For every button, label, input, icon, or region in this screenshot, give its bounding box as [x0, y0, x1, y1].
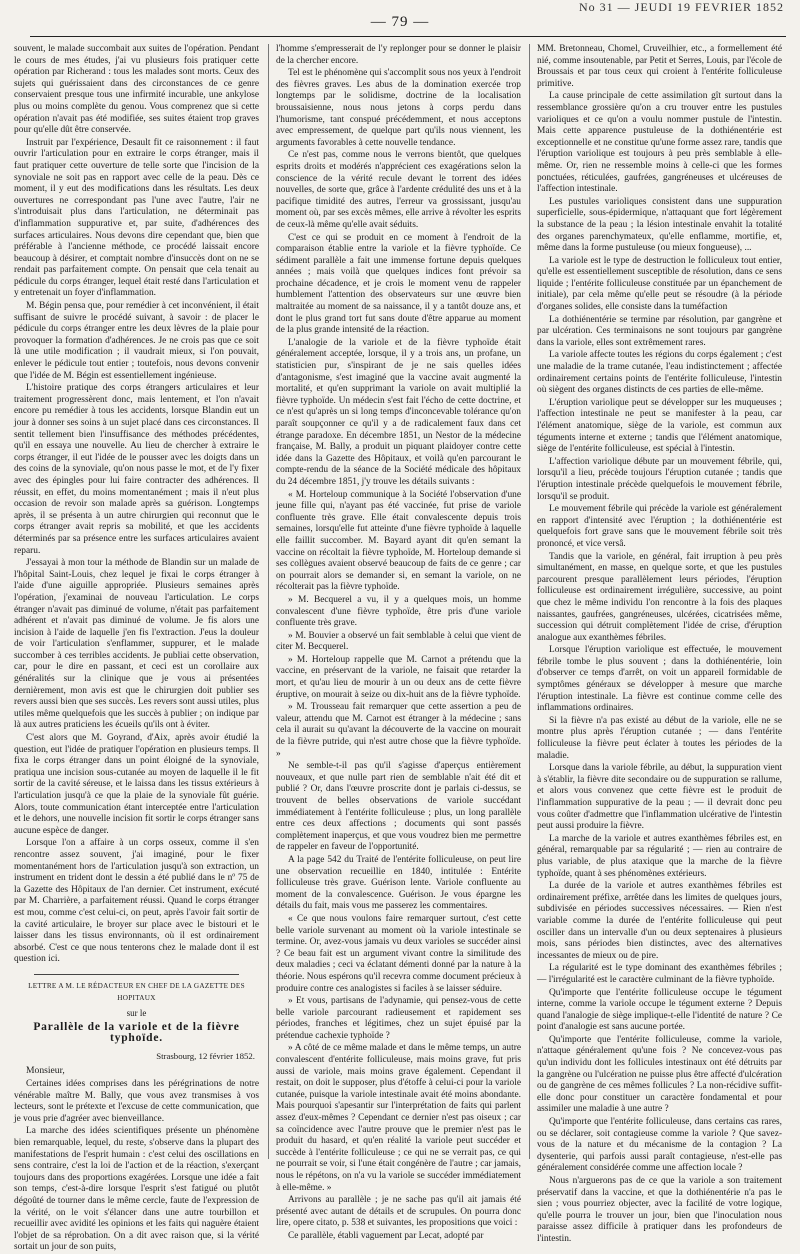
column-1 — [14, 44, 259, 1253]
paragraph: Ce n'est pas, comme nous le verrons bientôt, que quelques esprits droits et modérés n'apprécient ces exagérations selon la conscience de la vérité recule devant le torrent des idées nouvelles, de sorte que, grâce à l'ardente crédulité des uns et à la pacifique timidité des autres, l'erreur va grossissant, jusqu'au moment où, par ses excès mêmes, elle arrive à révolter les esprits de ceux-là même qu'elle avait séduits. — [276, 150, 521, 230]
paragraph: La variole affecte toutes les régions du corps également ; c'est une maladie de la trame cutanée, l'eau indistinctement ; affectée ordinairement certains points de l'entérite folliculeuse, l'intestin où siègent des organes distincts de ces parties de elle-même. — [537, 350, 782, 396]
quotation: » A côté de ce même malade et dans le même temps, un autre convalescent d'entérite folliculeuse, mais moins grave, fut pris aussi de variole, mais moins grave également. Cependant il restait, on doit le supposer, plus d'étoffe à celui-ci pour la variole cutanée, puisque la variole intestinale avait été moins abondante. Mais pourquoi s'apesantir sur l'interprétation de faits qui parlent assez d'eux-mêmes ? Cependant ce dernier n'est pas oiseux ; car sa coïncidence avec l'autre prouve que le premier n'est pas le produit du hasard, et qu'en réalité la variole peut succéder et succède à l'entérite folliculeuse ; ce qui ne se verrait pas, ce qui ne pourrait se voir, si l'une était congénère de l'autre ; car jamais, nous le répétons, on n'a vu la variole se succéder immédiatement à elle-même. » — [276, 1043, 521, 1193]
paragraph: La marche de la variole et autres exanthèmes fébriles est, en général, remarquable par sa régularité ; — rien au contraire de plus variable, de plus ataxique que la marche de la fièvre typhoïde, quant à ses phénomènes extérieurs. — [537, 833, 782, 879]
paragraph: L'histoire pratique des corps étrangers articulaires et leur traitement progressèrent donc, mais lentement, et l'on n'avait encore pu remédier à tous les accidents, lorsque Blandin eut un jour à donner ses soins à un sujet placé dans ces circonstances. Il sentit tellement bien l'insuffisance des méthodes précédentes, qu'il en essaya une nouvelle. Au lieu de chercher à extraire le corps étranger, il eut l'idée de le pousser avec les doigts dans un des coins de la synoviale, qu'on nous passe le mot, et de l'y fixer avec des épingles pour lui faire contracter des adhérences. Il réussit, en effet, du moins momentanément ; mais il n'eut plus occasion de revoir son malade après sa guérison. Longtemps après, il se présenta à un autre chirurgien qui reconnut que le corps étranger avait repris sa mobilité, et que les accidents déterminés par sa présence entre les surfaces articulaires avaient reparu. — [14, 383, 259, 556]
quotation: » Et vous, partisans de l'adynamie, qui pensez-vous de cette belle variole parcourant radieusement et rapidement ses périodes, franches et légitimes, chez un sujet épuisé par la prétendue cachexie typhoïde ? — [276, 996, 521, 1041]
paragraph: A la page 542 du Traité de l'entérite folliculeuse, on peut lire une observation recueillie en 1840, intitulée : Entérite folliculeuse très grave. Guérison lente. Variole confluente au moment de la convalescence. Guérison. Je vous épargne les détails du fait, mais vous me passerez les commentaires. — [276, 854, 521, 912]
paragraph: souvent, le malade succombait aux suites de l'opération. Pendant le cours de mes études, j'ai vu plusieurs fois pratiquer cette opération par Richerand : tous les malades sont morts. Ceux des sujets qui guérissaient dans des circonstances de ce genre conservaient presque tous une infirmité incurable, une ankylose plus ou moins complète du genou. Vous comprenez que si cette opération n'avait pas été modifiée, ses suites étaient trop graves pour qu'elle dût être conservée. — [14, 44, 259, 136]
paragraph: MM. Bretonneau, Chomel, Cruveilhier, etc., a formellement été nié, comme insoutenable, par Petit et Serres, Louis, par l'école de Broussais et par tous ceux qui croient à l'entérite folliculeuse primitive. — [537, 44, 782, 89]
paragraph: La marche des idées scientifiques présente un phénomène bien remarquable, lequel, du reste, s'observe dans la plupart des manifestations de l'esprit humain : c'est celui des oscillations en sens contraire, c'est la loi de l'action et de la réaction, s'exerçant toujours dans des proportions exagérées. Lorsque une idée a fait son temps, c'est-à-dire lorsque l'esprit s'est fatigué ou plutôt dégoûté de tourner dans le même cercle, faute de l'expression de la vérité, on le voit s'élancer dans une autre tourbillon et recueillir avec avidité les opinions et les faits qui naguère étaient l'objet de sa réprobation. On a dit avec raison que, si la vérité sortait un jour de son puits, — [14, 1126, 259, 1253]
paragraph: Qu'importe que l'entérite folliculeuse, dans certains cas rares, ou se déclarer, soit contagieuse comme la variole ? Que savez-vous de la nature et du mécanisme de la contagion ? La dysenterie, qui parfois aussi paraît contagieuse, n'est-elle pas généralement considérée comme une affection locale ? — [537, 1117, 782, 1174]
paragraph: M. Bégin pensa que, pour remédier à cet inconvénient, il était suffisant de suivre le procédé suivant, à savoir : de placer le pédicule du corps étranger entre les deux lèvres de la plaie pour provoquer la formation d'adhérences. Je ne crois pas que ce soit là une utile modification ; il vaudrait mieux, si l'on pouvait, enlever le pédicule tout entier ; toutefois, nous devons convenir que l'idée de M. Bégin est essentiellement ingénieuse. — [14, 301, 259, 381]
column-3 — [537, 44, 782, 1244]
section-divider — [34, 974, 239, 975]
quotation: » M. Trousseau fait remarquer que cette assertion a peu de valeur, attendu que M. Carnot est étranger à la médecine ; sans cela il aurait su qu'avant la découverte de la vaccine on mourait de la fièvre putride, qui n'est autre chose que la fièvre typhoïde. » — [276, 702, 521, 759]
paragraph: Lorsque l'éruption variolique est effectuée, le mouvement fébrile tombe le plus souvent ; dans la dothiénentérie, loin d'observer ce temps d'arrêt, on voit un appareil formidable de symptômes généraux se développer à mesure que marche l'éruption intestinale. La fièvre est continue comme celle des inflammations ordinaires. — [537, 645, 782, 714]
paragraph: Ce parallèle, établi vaguement par Lecat, adopté par — [288, 1230, 484, 1241]
paragraph: Le mouvement fébrile qui précède la variole est généralement en rapport d'intensité avec l'éruption ; la dothiénentérie est quelquefois fort grave sans que le mouvement fébrile soit très prononcé, et vice versâ. — [537, 504, 782, 549]
quotation: « Ce que nous voulons faire remarquer surtout, c'est cette belle variole survenant au moment où la variole intestinale se termine. Or, avez-vous jamais vu deux varioles se succéder ainsi ? Ce beau fait est un argument vivant contre la similitude des deux maladies ; ceci va éclatant démenti donné par la nature à la théorie. Nous espérons qu'il recevra comme document précieux à produire contre ces analogistes si faciles à se laisser séduire. — [276, 913, 521, 994]
paragraph: L'éruption variolique peut se développer sur les muqueuses ; l'affection intestinale ne peut se manifester à la peau, car l'élément anatomique, siège de la variole, est commun aux téguments interne et externe ; tandis que l'élément anatomique, siège de l'entérite folliculeuse, est spécial à l'intestin. — [537, 397, 782, 455]
paragraph: La durée de la variole et autres exanthèmes fébriles est ordinairement préfixe, arrêtée dans les limites de quelques jours, subdivisée en périodes successives nécessaires. — Rien n'est variable comme la durée de l'entérite folliculeuse qui peut osciller dans un intervalle d'un ou deux septenaires à plusieurs mois, sans périodes bien distinctes, avec des alternatives incessantes de mieux ou de pire. — [537, 881, 782, 961]
paragraph: La cause principale de cette assimilation gît surtout dans la ressemblance grossière qu'on a cru trouver entre les pustules varioliques et ce qu'on a voulu nommer pustule de l'intestin. Mais cette apparence pustuleuse de la dothiénentérie est exceptionnelle et ne constitue qu'une forme assez rare, tandis que l'éruption variolique est toujours à peu près semblable à elle-même. Or, rien ne ressemble moins à celle-ci que les formes ponctuées, réticulées, gaufrées, gangréneuses et ulcéreuses de l'affection intestinale. — [537, 91, 782, 195]
quotation: » M. Bouvier a observé un fait semblable à celui que vient de citer M. Becquerel. — [276, 630, 521, 653]
quotation: « M. Horteloup communique à la Société l'observation d'une jeune fille qui, n'ayant pas été vaccinée, fut prise de variole confluente très grave. Elle était convalescente depuis trois semaines, lorsqu'elle fut atteinte d'une fièvre typhoïde à laquelle elle faillit succomber. M. Bayard ayant dit qu'en semant la vaccine on récoltait la fièvre typhoïde, M. Horteloup demande si ses collègues avaient observé beaucoup de faits de ce genre ; car on pourrait alors se demander si, en semant la variole, on ne récolterait pas la fièvre typhoïde. — [276, 489, 521, 593]
column-divider — [529, 44, 530, 1159]
paragraph: Si la fièvre n'a pas existé au début de la variole, elle ne se montre plus après l'éruption cutanée ; — dans l'entérite folliculeuse la fièvre peut éclater à toutes les périodes de la maladie. — [537, 715, 782, 761]
paragraph: Ne semble-t-il pas qu'il s'agisse d'aperçus entièrement nouveaux, et que nulle part rien de semblable n'ait été dit et publié ? Or, dans l'œuvre proscrite dont je parlais ci-dessus, se trouvent de belles observations de variole succédant immédiatement à l'entérite folliculeuse ; plus, un long parallèle entre ces deux affections ; documents qui sont passés complètement inaperçus, et que vous voudrez bien me permettre de rappeler en faveur de l'opportunité. — [276, 761, 521, 853]
paragraph: L'affection variolique débute par un mouvement fébrile, qui, lorsqu'il a lieu, précède toujours l'éruption cutanée ; tandis que l'éruption intestinale précède quelquefois le mouvement fébrile, lorsqu'il se produit. — [537, 456, 782, 502]
paragraph: C'est ce qui se produit en ce moment à l'endroit de la comparaison établie entre la variole et la fièvre typhoïde. Ce sédiment parallèle a fait une immense fortune depuis quelques années ; mais voilà que quelques indices font prévoir sa prochaine décadence, et je crois le moment venu de rappeler humblement l'attention des observateurs sur une œuvre bien maltraitée au moment de sa naissance, il y a tantôt douze ans, et dont le plus grand tort fut sans doute d'être apparue au moment de la plus grande intensité de la réaction. — [276, 232, 521, 336]
paragraph: La régularité est le type dominant des exanthèmes fébriles ; — l'irrégularité est le caractère culminant de la fièvre typhoïde. — [537, 963, 782, 985]
letter-heading: LETTRE A M. LE RÉDACTEUR EN CHEF DE LA GAZETTE DES HOPITAUX — [28, 981, 245, 1002]
paragraph: l'homme s'empresserait de l'y replonger pour se donner le plaisir de la chercher encore. — [276, 44, 521, 66]
column-2 — [276, 44, 521, 1241]
paragraph: La dothiénentérie se termine par résolution, par gangrène et par ulcération. Ces terminaisons ne sont toujours par gangrène dans la variole, elles sont extrêmement rares. — [537, 314, 782, 348]
paragraph: Nous n'arguerons pas de ce que la variole a son traitement préservatif dans la vaccine, et que la dothiénentérie n'a pas le sien ; vous pourriez objecter, avec la facilité de votre logique, qu'elle pourra le trouver un jour, bien que l'inoculation nous paraisse assez difficile à pratiquer dans les profondeurs de l'intestin. — [537, 1176, 782, 1244]
paragraph: Instruit par l'expérience, Desault fit ce raisonnement : il faut ouvrir l'articulation pour en extraire le corps étranger, mais il faut pratiquer cette ouverture de telle sorte que l'incision de la synoviale ne soit pas en rapport avec celle de la peau. Dès ce moment, il y eut des modifications dans les résultats. Les deux ouvertures ne correspondant pas l'une avec l'autre, l'air ne s'introduisait plus dans l'articulation, ne déterminait pas d'inflammation suppurative et, par suite, d'adhérences des surfaces articulaires. Nous devons dire cependant que, bien que préférable à l'ancienne méthode, ce procédé laissait encore beaucoup à désirer, et comptait nombre d'insuccès dont on ne se rendait pas parfaitement compte. On pensait que cela tenait au pédicule du corps étranger, lequel était resté dans l'articulation et y entretenait un foyer d'inflammation. — [14, 137, 259, 299]
paragraph: Certaines idées comprises dans les pérégrinations de notre vénérable maître M. Bally, que vous avez transmises à vos lecteurs, sont le prétexte et l'excuse de cette communication, que je vous prie d'agréer avec bienveillance. — [14, 1079, 259, 1124]
paragraph: Qu'importe que l'entérite folliculeuse, comme la variole, n'attaque généralement qu'une fois ? Ne concevez-vous pas qu'un individu dont les follicules intestinaux ont été détruits par la gangrène ou l'ulcération ne puisse plus être affecté d'ulcération ou de gangrène de ces mêmes follicules ? La non-récidive suffit-elle donc pour constituer un caractère fondamental et pour assimiler une maladie à une autre ? — [537, 1034, 782, 1115]
salutation: Monsieur, — [26, 1065, 65, 1077]
paragraph: Lorsque l'on a affaire à un corps osseux, comme il s'en rencontre assez souvent, j'ai imaginé, pour le fixer momentanément hors de l'articulation jusqu'à son extraction, un instrument en trident dont le dessin a été publié dans le nº 75 de la Gazette des Hôpitaux de l'an dernier. Cet instrument, exécuté par M. Charrière, a parfaitement réussi. Quand le corps étranger est mou, comme c'est celui-ci, on peut, après l'avoir fait sortir de la cavité articulaire, le broyer sur place avec le bistouri et le laisser dans les tissus environnants, où il est ordinairement absorbé. C'est ce que nous tenterons chez le malade dont il est question ici. — [14, 838, 259, 965]
paragraph: La variole est le type de destruction le folliculeux tout entier, qu'elle est essentiellement susceptible de résolution, dans ce sens liquide ; l'entérite folliculeuse constituée par un épanchement de initiale), par cela même qu'elle peut se résoudre (à la période d'organes solides, elle consiste dans la tuméfaction — [537, 255, 782, 313]
article-title: Parallèle de la variole et de la fièvre typhoïde. — [33, 1020, 240, 1045]
paragraph: J'essayai à mon tour la méthode de Blandin sur un malade de l'hôpital Saint-Louis, chez lequel je fixai le corps étranger à l'aide d'une aiguille appropriée. Plusieurs semaines après l'opération, j'examinai de nouveau l'articulation. Le corps étranger n'avait pas diminué de volume, n'était pas parfaitement adhérent et n'avait pas diminué de volume. Je fis alors une incision à l'aide de laquelle j'en fis l'extraction. J'eus la douleur de voir l'articulation s'enflammer, suppurer, et le malade succomber à ces terribles accidents. Je publiai cette observation, car, pour le dire en passant, et ceci est un corollaire aux généralités sur la clinique que je vous ai présentées dernièrement, mon avis est que le chirurgien doit publier ses revers aussi bien que ses succès. Les revers sont aussi utiles, plus utiles même quelquefois que les succès à publier ; on indique par là aux autres praticiens les écueils qu'ils ont à éviter. — [14, 558, 259, 731]
masthead-fragment: No 31 — JEUDI 19 FEVRIER 1852 — [579, 0, 784, 14]
paragraph: Tel est le phénomène qui s'accomplit sous nos yeux à l'endroit des fièvres graves. Les abus de la domination exercée trop longtemps par le solidisme, doctrine de la localisation broussaisienne, nous nous jetons à corps perdu dans l'humorisme, tant conspué précédemment, et nous acceptons avec empressement, de quelque part qu'ils nous viennent, les arguments favorables à cette nouvelle tendance. — [276, 68, 521, 148]
header-rule — [30, 36, 786, 37]
paragraph: C'est alors que M. Goyrand, d'Aix, après avoir étudié la question, eut l'idée de pratiquer l'opération en plusieurs temps. Il fixa le corps étranger dans un point éloigné de la synoviale, pratiqua une incision sous-cutanée au moyen de laquelle il le fit sortir de la cavité séreuse, et le laissa dans les tissus extérieurs à l'articulation jusqu'à ce que la plaie de la synoviale fût guérie. Alors, toute communication étant interceptée entre l'articulation et le dehors, une nouvelle incision fit sortir le corps étranger sans aucune espèce de danger. — [14, 733, 259, 836]
quotation: » M. Horteloup rappelle que M. Carnot a prétendu que la vaccine, en préservant de la variole, ne faisait que retarder la mort, et qu'au lieu de mourir à un ou deux ans de cette fièvre éruptive, on mourait à seize ou dix-huit ans de la fièvre typhoïde. — [276, 654, 521, 700]
page-number: — 79 — — [370, 14, 430, 30]
paragraph: Lorsque dans la variole fébrile, au début, la suppuration vient à s'établir, la fièvre dite secondaire ou de suppuration se rallume, et alors vous convenez que cette fièvre est le produit de l'inflammation suppurative de la peau ; — il devrait donc peu vous coûter d'admettre que l'inflammation ulcérative de l'intestin peut aussi produire la fièvre. — [537, 763, 782, 832]
paragraph: Les pustules varioliques consistent dans une suppuration superficielle, sous-épidermique, n'attaquant que fort légèrement la substance de la peau ; la lésion intestinale envahit la totalité des organes parenchymateux, qu'elle enflamme, mortifie, et, même dans la forme pustuleuse (ou mieux fongueuse), ... — [537, 196, 782, 254]
paragraph: Qu'importe que l'entérite folliculeuse occupe le tégument interne, comme la variole occupe le tégument externe ? Depuis quand l'analogie de siège implique-t-elle l'identité de nature ? Ce point d'analogie est sans aucune portée. — [537, 987, 782, 1033]
quotation: » M. Becquerel a vu, il y a quelques mois, un homme convalescent d'une fièvre typhoïde, être pris d'une variole confluente très grave. — [276, 594, 521, 629]
heading-connector: sur le — [126, 1008, 147, 1019]
column-divider — [268, 44, 269, 1159]
paragraph: Arrivons au parallèle ; je ne sache pas qu'il ait jamais été présenté avec autant de détails et de scrupules. On pourra donc lire, opere citato, p. 538 et suivantes, les propositions que voici : — [276, 1195, 521, 1229]
paragraph: Tandis que la variole, en général, fait irruption à peu près simultanément, en masse, en quelque sorte, et que les pustules parcourent presque parallèlement leurs périodes, l'éruption folliculeuse est ordinairement irrégulière, successive, au point que chez le même individu l'on rencontre à la fois des plaques naissantes, gaufrées, gangréneuses, ulcérées, cicatrisées même, succession qui détruit complètement l'idée de crise, d'éruption analogue aux exanthèmes fébriles. — [537, 551, 782, 643]
paragraph: L'analogie de la variole et de la fièvre typhoïde était généralement acceptée, lorsque, il y a trois ans, un profane, un statisticien pur, s'inspirant de je ne sais quelles idées d'antagonisme, s'est imaginé que la vaccine avait augmenté la mortalité, et qu'en supprimant la variole on avait multiplié la fièvre typhoïde. Un médecin s'est fait l'écho de cette doctrine, et ce n'est qu'après un si long temps d'inconcevable tolérance qu'on paraît soupçonner ce qu'il y a de radicalement faux dans cet étrange paradoxe. En décembre 1851, un Nestor de la médecine française, M. Bally, a produit un piquant plaidoyer contre cette idée dans la Gazette des Hôpitaux, et voilà qu'en parcourant le compte-rendu de la séance de la Société médicale des hôpitaux du 24 décembre 1851, j'y trouve les détails suivants : — [276, 337, 521, 487]
dateline: Strasbourg, 12 février 1852. — [156, 1050, 255, 1061]
